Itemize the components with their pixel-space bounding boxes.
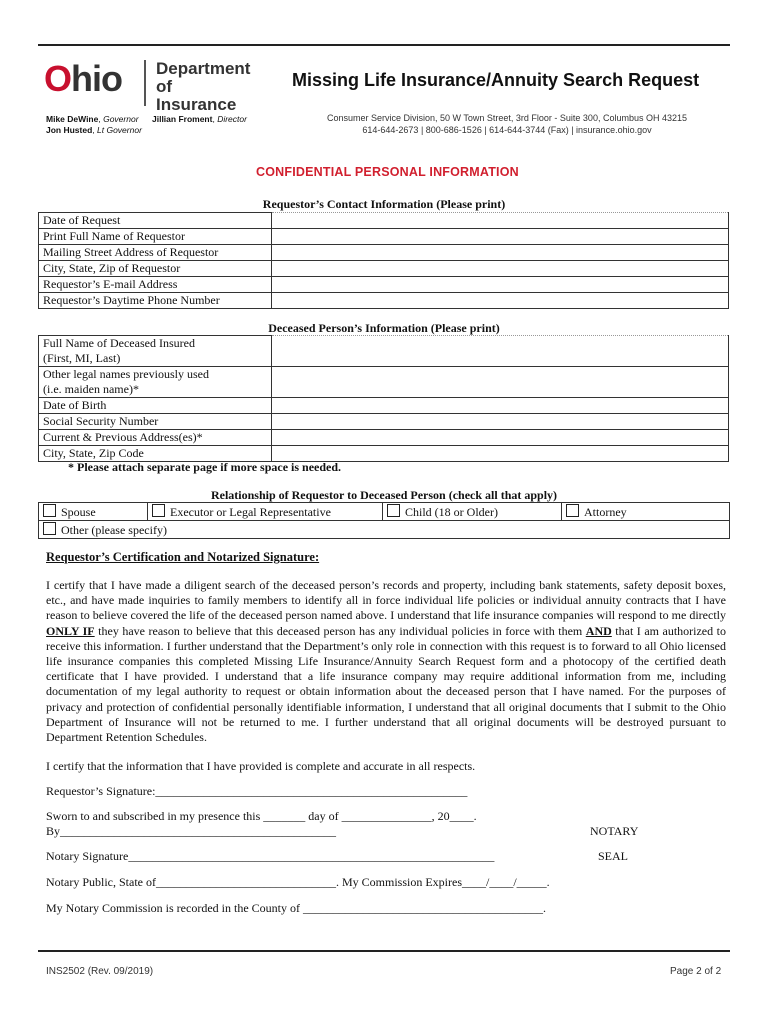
checkbox-other[interactable] xyxy=(43,522,56,535)
top-rule xyxy=(38,44,730,46)
table-row xyxy=(39,521,730,539)
officials-governors: Mike DeWine, Governor Jon Husted, Lt Governor xyxy=(46,114,142,135)
seal-label: SEAL xyxy=(598,849,628,863)
checkbox-attorney[interactable] xyxy=(566,504,579,517)
ohio-doi-logo xyxy=(40,58,251,114)
requestor-name-field[interactable] xyxy=(272,229,729,245)
table-row xyxy=(39,261,729,277)
table-row xyxy=(39,503,730,521)
option-executor[interactable]: Executor or Legal Representative xyxy=(148,503,383,521)
other-names-field[interactable] xyxy=(272,367,729,398)
notary-public-line[interactable]: Notary Public, State of______________________________. My Commission Expires____/____/_____. xyxy=(46,875,550,889)
table-row xyxy=(39,367,729,398)
requestor-table xyxy=(38,212,729,309)
option-other[interactable]: Other (please specify) xyxy=(39,521,730,539)
checkbox-spouse[interactable] xyxy=(43,504,56,517)
certify-complete-text: I certify that the information that I have provided is complete and accurate in all respects. xyxy=(46,759,476,773)
checkbox-executor[interactable] xyxy=(152,504,165,517)
option-spouse[interactable]: Spouse xyxy=(39,503,148,521)
table-row xyxy=(39,293,729,309)
form-title: Missing Life Insurance/Annuity Search Request xyxy=(292,70,700,90)
ohio-wordmark: Ohio xyxy=(44,58,122,99)
requestor-email-field[interactable] xyxy=(272,277,729,293)
notary-label: NOTARY xyxy=(590,824,639,838)
row-label: Other legal names previously used (i.e. maiden name)* xyxy=(39,367,272,398)
row-label: Full Name of Deceased Insured (First, MI, Last) xyxy=(39,336,272,367)
requestor-phone-field[interactable] xyxy=(272,293,729,309)
checkbox-child[interactable] xyxy=(387,504,400,517)
requestor-address-field[interactable] xyxy=(272,245,729,261)
row-label: Requestor’s Daytime Phone Number xyxy=(39,293,272,309)
deceased-table xyxy=(38,335,729,462)
certification-paragraph: I certify that I have made a diligent search of the deceased person’s records and property, including bank statements, safety deposit boxes, etc., and have made inquiries to family members to identify all in force individual life policies or individual annuity contracts that I have reason to believe covered the life of the deceased person named above. I understand that life insurance companies will respond to me directly ONLY IF they have reason to believe that this deceased person has any individual policies in force with them AND that I am authorized to receive this information. I further understand that the Department’s only role in connection with this request is to forward to all Ohio licensed life insurance companies this completed Missing Life Insurance/Annuity Search Request form and a photocopy of the certified death certificate that I have provided. I understand that a life insurance company may require additional information from me, including documentation of my legal authority to request or obtain information about the deceased person that I have named. For the purposes of privacy and protection of confidential personally identifiable information, I understand that all original documents that I submit to the Ohio Department of Insurance will not be returned to me. I further understand that all original documents will be destroyed pursuant to Department Retention Schedules. xyxy=(46,578,726,745)
row-label: Social Security Number xyxy=(39,414,272,430)
deceased-section-heading: Deceased Person’s Information (Please print) xyxy=(268,321,500,335)
confidential-label: CONFIDENTIAL PERSONAL INFORMATION xyxy=(256,165,519,179)
option-attorney[interactable]: Attorney xyxy=(562,503,730,521)
requestor-section-heading: Requestor’s Contact Information (Please print) xyxy=(262,197,506,211)
row-label: Print Full Name of Requestor xyxy=(39,229,272,245)
requestor-signature-line[interactable]: Requestor’s Signature:____________________________________________________ xyxy=(46,784,468,798)
notary-signature-line[interactable]: Notary Signature_____________________________________________________________ xyxy=(46,849,495,863)
table-row xyxy=(39,277,729,293)
table-row xyxy=(39,398,729,414)
table-row xyxy=(39,430,729,446)
date-of-birth-field[interactable] xyxy=(272,398,729,414)
option-child[interactable]: Child (18 or Older) xyxy=(383,503,562,521)
commission-county-line[interactable]: My Notary Commission is recorded in the County of ________________________________________. xyxy=(46,901,546,915)
attach-page-note: * Please attach separate page if more space is needed. xyxy=(68,460,342,474)
table-row xyxy=(39,213,729,229)
requestor-city-field[interactable] xyxy=(272,261,729,277)
row-label: Current & Previous Address(es)* xyxy=(39,430,272,446)
contact-info: Consumer Service Division, 50 W Town Street, 3rd Floor - Suite 300, Columbus OH 43215 614-644-2673 | 800-686-1526 | 614-644-3744 (Fax) | insurance.ohio.gov xyxy=(327,113,687,135)
page-number: Page 2 of 2 xyxy=(670,966,722,977)
table-row xyxy=(39,336,729,367)
addresses-field[interactable] xyxy=(272,430,729,446)
date-of-request-field[interactable] xyxy=(272,213,729,229)
ssn-field[interactable] xyxy=(272,414,729,430)
officials-director: Jillian Froment, Director xyxy=(152,114,247,124)
deceased-name-field[interactable] xyxy=(272,336,729,367)
row-label: City, State, Zip Code xyxy=(39,446,272,462)
row-label: Date of Birth xyxy=(39,398,272,414)
table-row xyxy=(39,229,729,245)
row-label: Requestor’s E-mail Address xyxy=(39,277,272,293)
form-number: INS2502 (Rev. 09/2019) xyxy=(46,966,154,977)
logo-divider xyxy=(144,60,146,106)
row-label: Date of Request xyxy=(39,213,272,229)
row-label: Mailing Street Address of Requestor xyxy=(39,245,272,261)
relationship-table xyxy=(38,502,730,539)
row-label: City, State, Zip of Requestor xyxy=(39,261,272,277)
bottom-rule xyxy=(38,950,730,952)
department-name: Department of Insurance xyxy=(156,59,251,114)
certification-heading: Requestor’s Certification and Notarized Signature: xyxy=(46,550,320,564)
sworn-line[interactable]: Sworn to and subscribed in my presence this _______ day of _______________, 20____. xyxy=(46,809,477,823)
table-row xyxy=(39,414,729,430)
table-row xyxy=(39,245,729,261)
relationship-heading: Relationship of Requestor to Deceased Person (check all that apply) xyxy=(210,488,558,502)
by-line[interactable]: By______________________________________________ xyxy=(46,824,337,838)
